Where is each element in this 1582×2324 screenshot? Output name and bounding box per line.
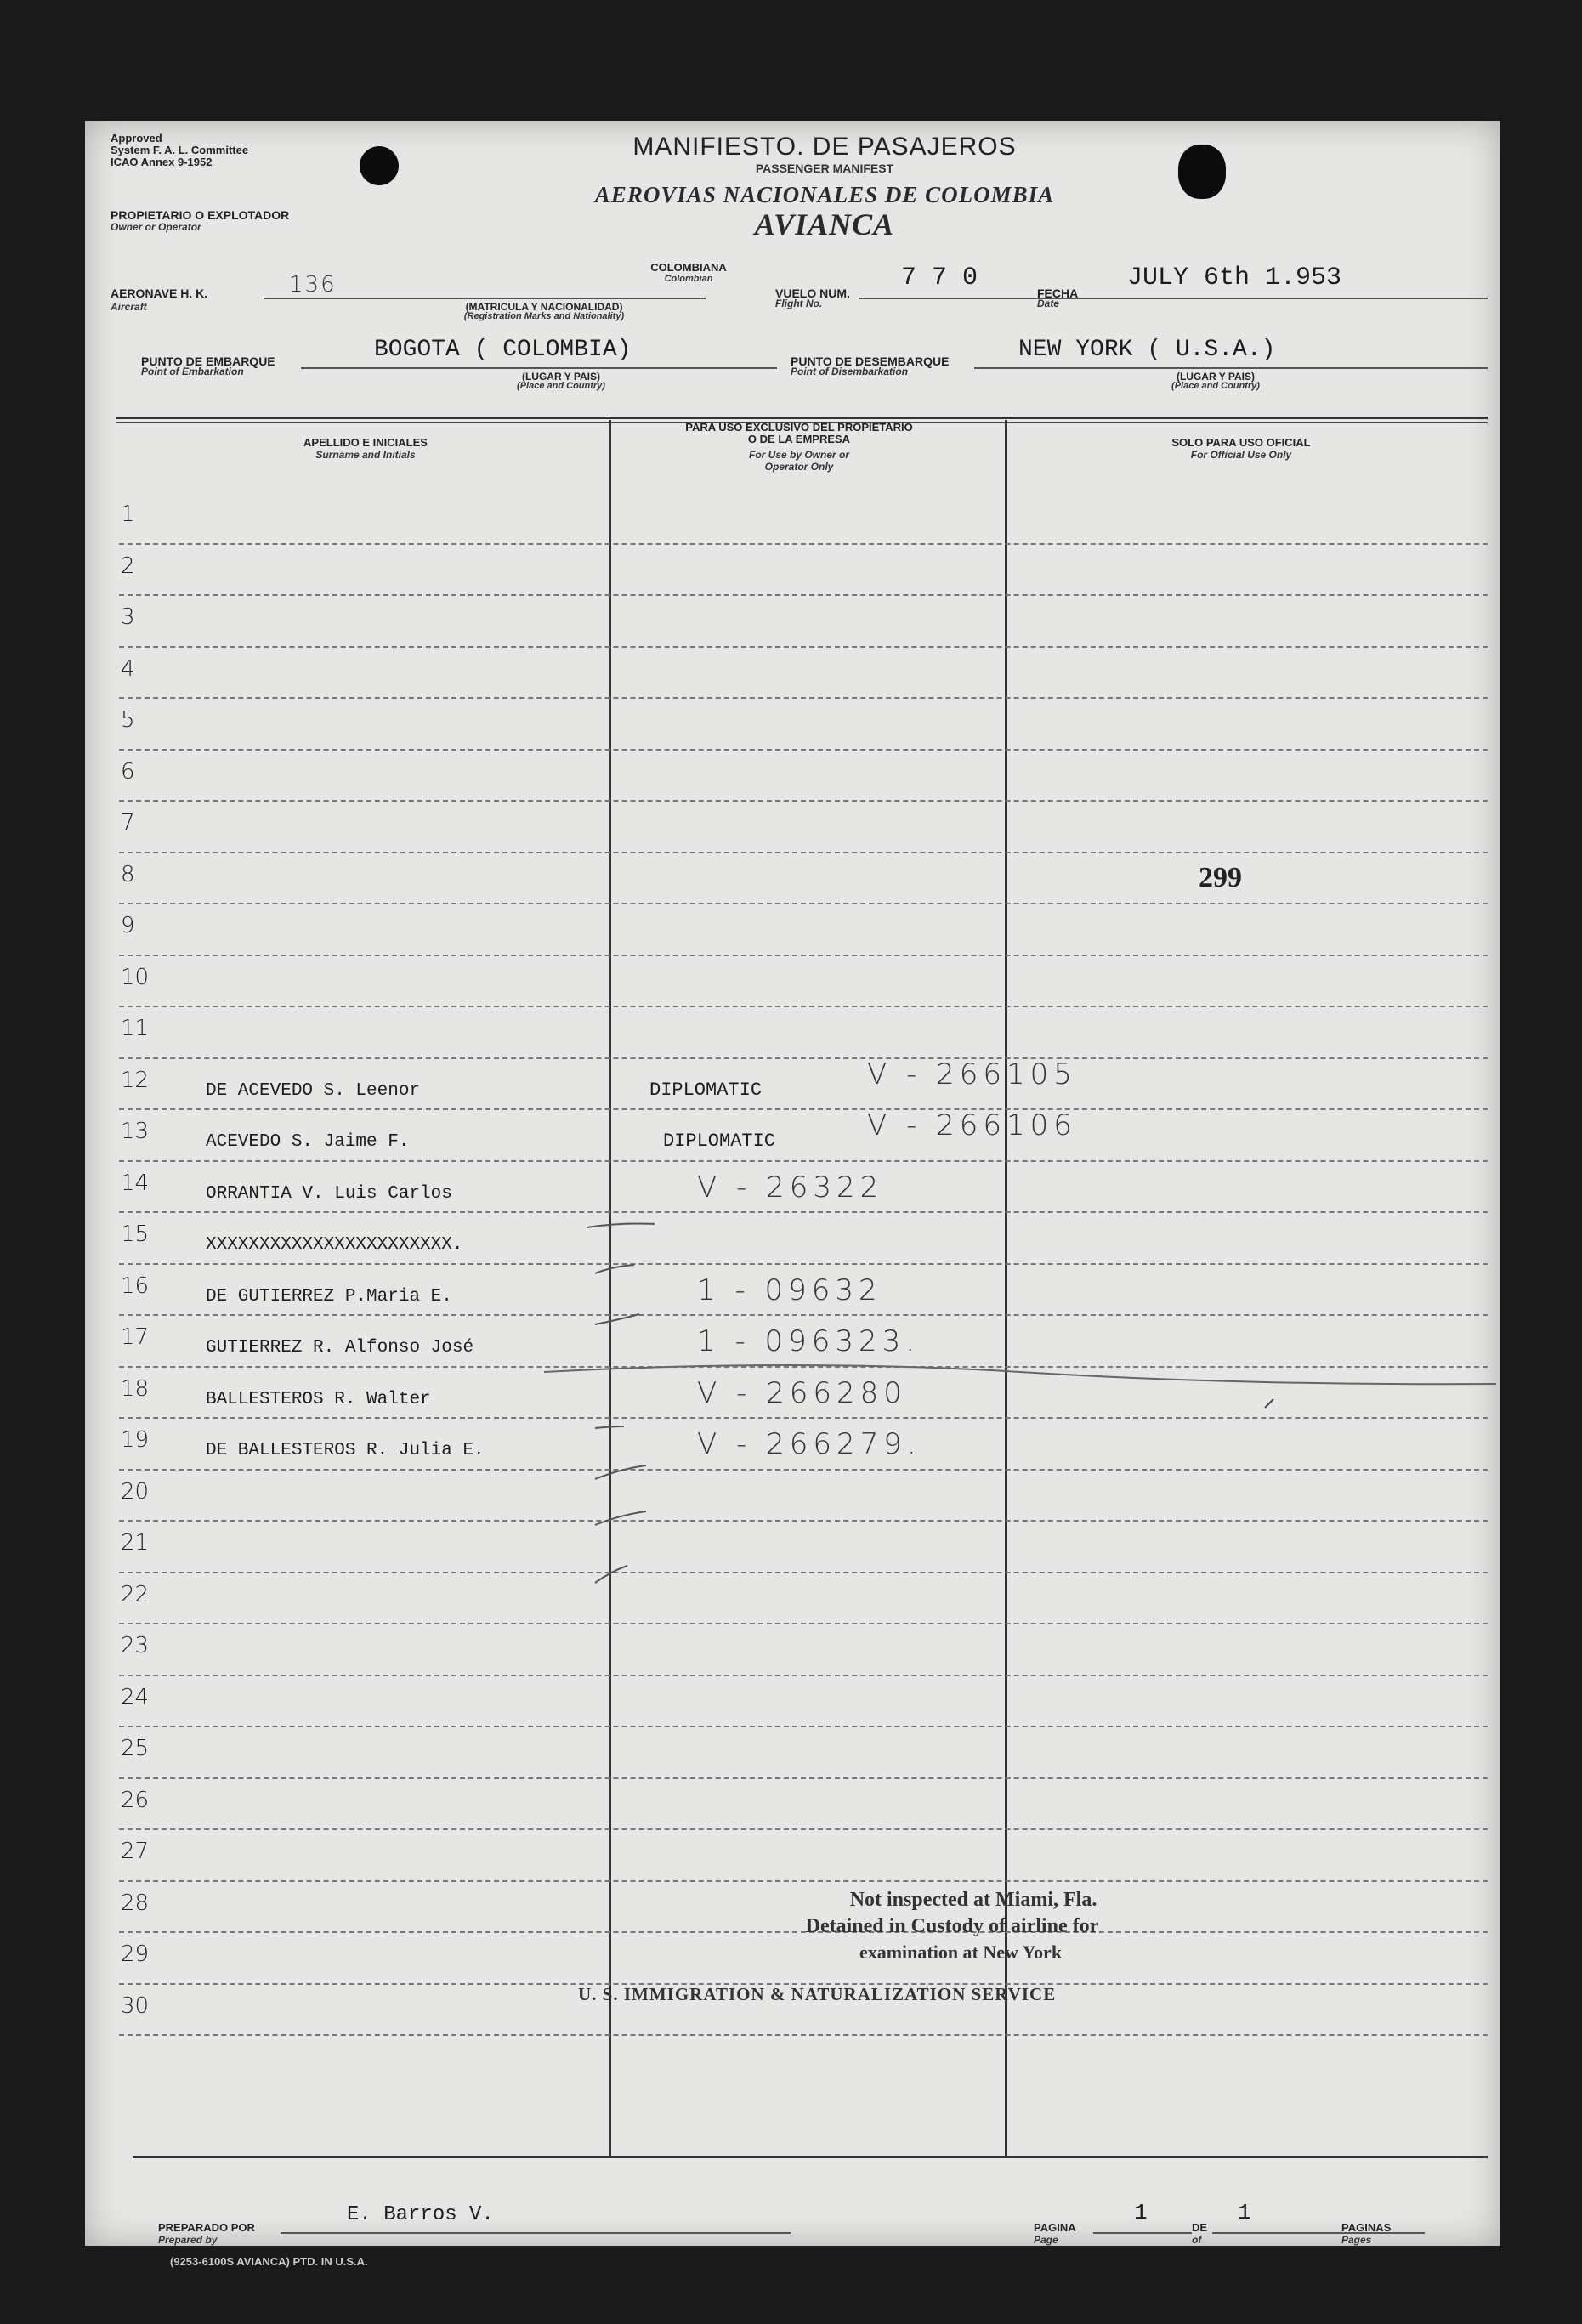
page-label-en: Page: [1034, 2234, 1058, 2246]
nationality-value: COLOMBIANA: [650, 261, 727, 274]
page-value: 1: [1134, 2200, 1148, 2225]
disembark-label-en: Point of Disembarkation: [791, 366, 909, 377]
date-label-en: Date: [1037, 298, 1060, 309]
row-number: 12: [121, 1067, 150, 1093]
column-header-company-line-2: O DE LA EMPRESA: [747, 433, 851, 445]
owner-label: PROPIETARIO O EXPLOTADOR: [111, 208, 290, 222]
disembark-place-label: (LUGAR Y PAIS): [1176, 371, 1255, 383]
passenger-name: BALLESTEROS R. Walter: [206, 1389, 431, 1409]
pages-label-en: Pages: [1341, 2234, 1372, 2246]
of-label-en: of: [1192, 2234, 1202, 2246]
flight-label-en: Flight No.: [775, 298, 823, 309]
row-number: 1: [121, 502, 135, 527]
immigration-stamp: [663, 1889, 1190, 1964]
official-use-entry: V - 266105: [867, 1057, 1077, 1091]
row-number: 30: [121, 1992, 150, 2019]
approval-line-1: Approved: [111, 132, 162, 145]
row-number: 5: [121, 707, 135, 733]
passenger-name: XXXXXXXXXXXXXXXXXXXXXXX.: [206, 1235, 463, 1255]
pages-total-value: 1: [1238, 2200, 1251, 2225]
row-number: 27: [121, 1839, 150, 1864]
passenger-name: DE ACEVEDO S. Leenor: [206, 1080, 421, 1101]
stamp-line-2: Detained in Custody of airline for: [805, 1915, 1099, 1937]
row-number: 2: [121, 553, 135, 579]
approval-line-3: ICAO Annex 9-1952: [111, 156, 213, 168]
page-field: [1034, 2222, 1076, 2246]
row-number: 25: [121, 1736, 150, 1761]
row-number: 20: [121, 1478, 150, 1505]
row-number: 22: [121, 1581, 150, 1607]
row-number: 13: [121, 1119, 150, 1144]
page-label: PAGINA: [1034, 2221, 1076, 2234]
flight-label: VUELO NUM.: [775, 286, 850, 300]
prepared-by-value: E. Barros V.: [347, 2203, 494, 2226]
page-title: MANIFIESTO. DE PASAJEROS: [632, 133, 1017, 161]
date-label: FECHA: [1037, 286, 1079, 300]
row-number: 9: [121, 913, 135, 938]
pages-underline: [1212, 2232, 1425, 2234]
nationality-value-en: Colombian: [664, 274, 713, 284]
company-use-entry: V - 266279.: [697, 1427, 921, 1461]
table-bottom-rule: [133, 2156, 1488, 2158]
column-header-company-en-1: For Use by Owner or: [748, 449, 850, 461]
row-number: 15: [121, 1222, 150, 1247]
embark-label: PUNTO DE EMBARQUE: [141, 354, 275, 368]
aircraft-value: 136: [289, 272, 337, 298]
row-number: 26: [121, 1787, 150, 1813]
embark-value: BOGOTA ( COLOMBIA): [374, 337, 632, 363]
official-use-entry: V - 266106: [867, 1108, 1077, 1142]
official-use-entry: 299: [1199, 861, 1242, 893]
disembark-label: PUNTO DE DESEMBARQUE: [791, 354, 950, 368]
column-header-company-line-1: PARA USO EXCLUSIVO DEL PROPIETARIO: [685, 421, 913, 434]
embark-place-label-en: (Place and Country): [517, 381, 605, 391]
column-header-name-label-en: Surname and Initials: [315, 449, 416, 461]
company-use-entry: V - 26322: [697, 1170, 884, 1205]
page-underline: [1093, 2232, 1192, 2234]
disembark-place-label-en: (Place and Country): [1171, 381, 1260, 391]
embark-place-label: (LUGAR Y PAIS): [521, 371, 600, 383]
row-number: 24: [121, 1684, 150, 1710]
stamp-agency: U. S. IMMIGRATION & NATURALIZATION SERVICE: [578, 1984, 1057, 2004]
passenger-name: DE BALLESTEROS R. Julia E.: [206, 1441, 485, 1460]
flight-value: 7 7 0: [901, 264, 978, 292]
owner-label-en: Owner or Operator: [111, 221, 201, 233]
registration-label: (MATRICULA Y NACIONALIDAD): [465, 301, 623, 313]
row-number: 11: [121, 1016, 150, 1041]
row-number: 29: [121, 1941, 150, 1967]
stamp-line-1: Not inspected at Miami, Fla.: [849, 1889, 1097, 1911]
disembark-value: NEW YORK ( U.S.A.): [1018, 337, 1276, 363]
row-number: 10: [121, 964, 150, 990]
company-use-entry: DIPLOMATIC: [649, 1079, 763, 1101]
passenger-name: DE GUTIERREZ P.Maria E.: [206, 1286, 452, 1307]
company-use-entry: DIPLOMATIC: [663, 1131, 776, 1152]
passenger-name: ORRANTIA V. Luis Carlos: [206, 1183, 452, 1204]
prepared-by-label-en: Prepared by: [158, 2234, 218, 2246]
airline-short-name: AVIANCA: [754, 207, 895, 241]
company-use-entry: V - 266280: [697, 1375, 907, 1410]
row-number: 4: [121, 655, 135, 682]
of-field: [1192, 2222, 1207, 2246]
page-subtitle: PASSENGER MANIFEST: [755, 162, 894, 175]
column-header-official-label-en: For Official Use Only: [1190, 449, 1292, 461]
prepared-by-underline: [281, 2232, 791, 2234]
prepared-by-field: [158, 2222, 255, 2246]
aircraft-label-en: Aircraft: [111, 301, 147, 313]
row-number: 18: [121, 1375, 150, 1402]
column-header-official-label: SOLO PARA USO OFICIAL: [1171, 436, 1311, 449]
manifest-sheet: [85, 121, 1500, 2246]
row-number: 21: [121, 1530, 150, 1556]
row-number: 23: [121, 1633, 150, 1658]
pages-field: [1341, 2222, 1391, 2246]
date-value: JULY 6th 1.953: [1127, 264, 1342, 292]
passenger-name: ACEVEDO S. Jaime F.: [206, 1132, 410, 1152]
passenger-name: GUTIERREZ R. Alfonso José: [206, 1338, 474, 1358]
embark-label-en: Point of Embarkation: [141, 366, 244, 377]
row-number: 19: [121, 1427, 150, 1453]
prepared-by-label: PREPARADO POR: [158, 2221, 255, 2234]
column-header-name-label: APELLIDO E INICIALES: [303, 436, 428, 449]
print-code: (9253-6100S AVIANCA) PTD. IN U.S.A.: [170, 2255, 368, 2268]
of-label: DE: [1192, 2221, 1208, 2234]
airline-name: AEROVIAS NACIONALES DE COLOMBIA: [594, 182, 1055, 207]
row-number: 3: [121, 604, 135, 630]
row-number: 8: [121, 861, 135, 887]
row-number: 28: [121, 1890, 150, 1916]
registration-label-en: (Registration Marks and Nationality): [463, 311, 625, 321]
company-use-entry: 1 - 096323.: [697, 1324, 921, 1358]
stamp-line-3: examination at New York: [859, 1941, 1063, 1963]
row-number: 17: [121, 1324, 150, 1350]
row-number: 14: [121, 1170, 150, 1196]
approval-line-2: System F. A. L. Committee: [111, 144, 249, 156]
column-header-company-en-2: Operator Only: [764, 461, 834, 473]
row-number: 16: [121, 1273, 150, 1299]
row-number: 7: [121, 810, 135, 836]
aircraft-label-text: AERONAVE H. K.: [111, 286, 208, 300]
pages-label: PAGINAS: [1341, 2221, 1392, 2234]
row-number: 6: [121, 758, 135, 785]
company-use-entry: 1 - 09632: [697, 1273, 882, 1307]
